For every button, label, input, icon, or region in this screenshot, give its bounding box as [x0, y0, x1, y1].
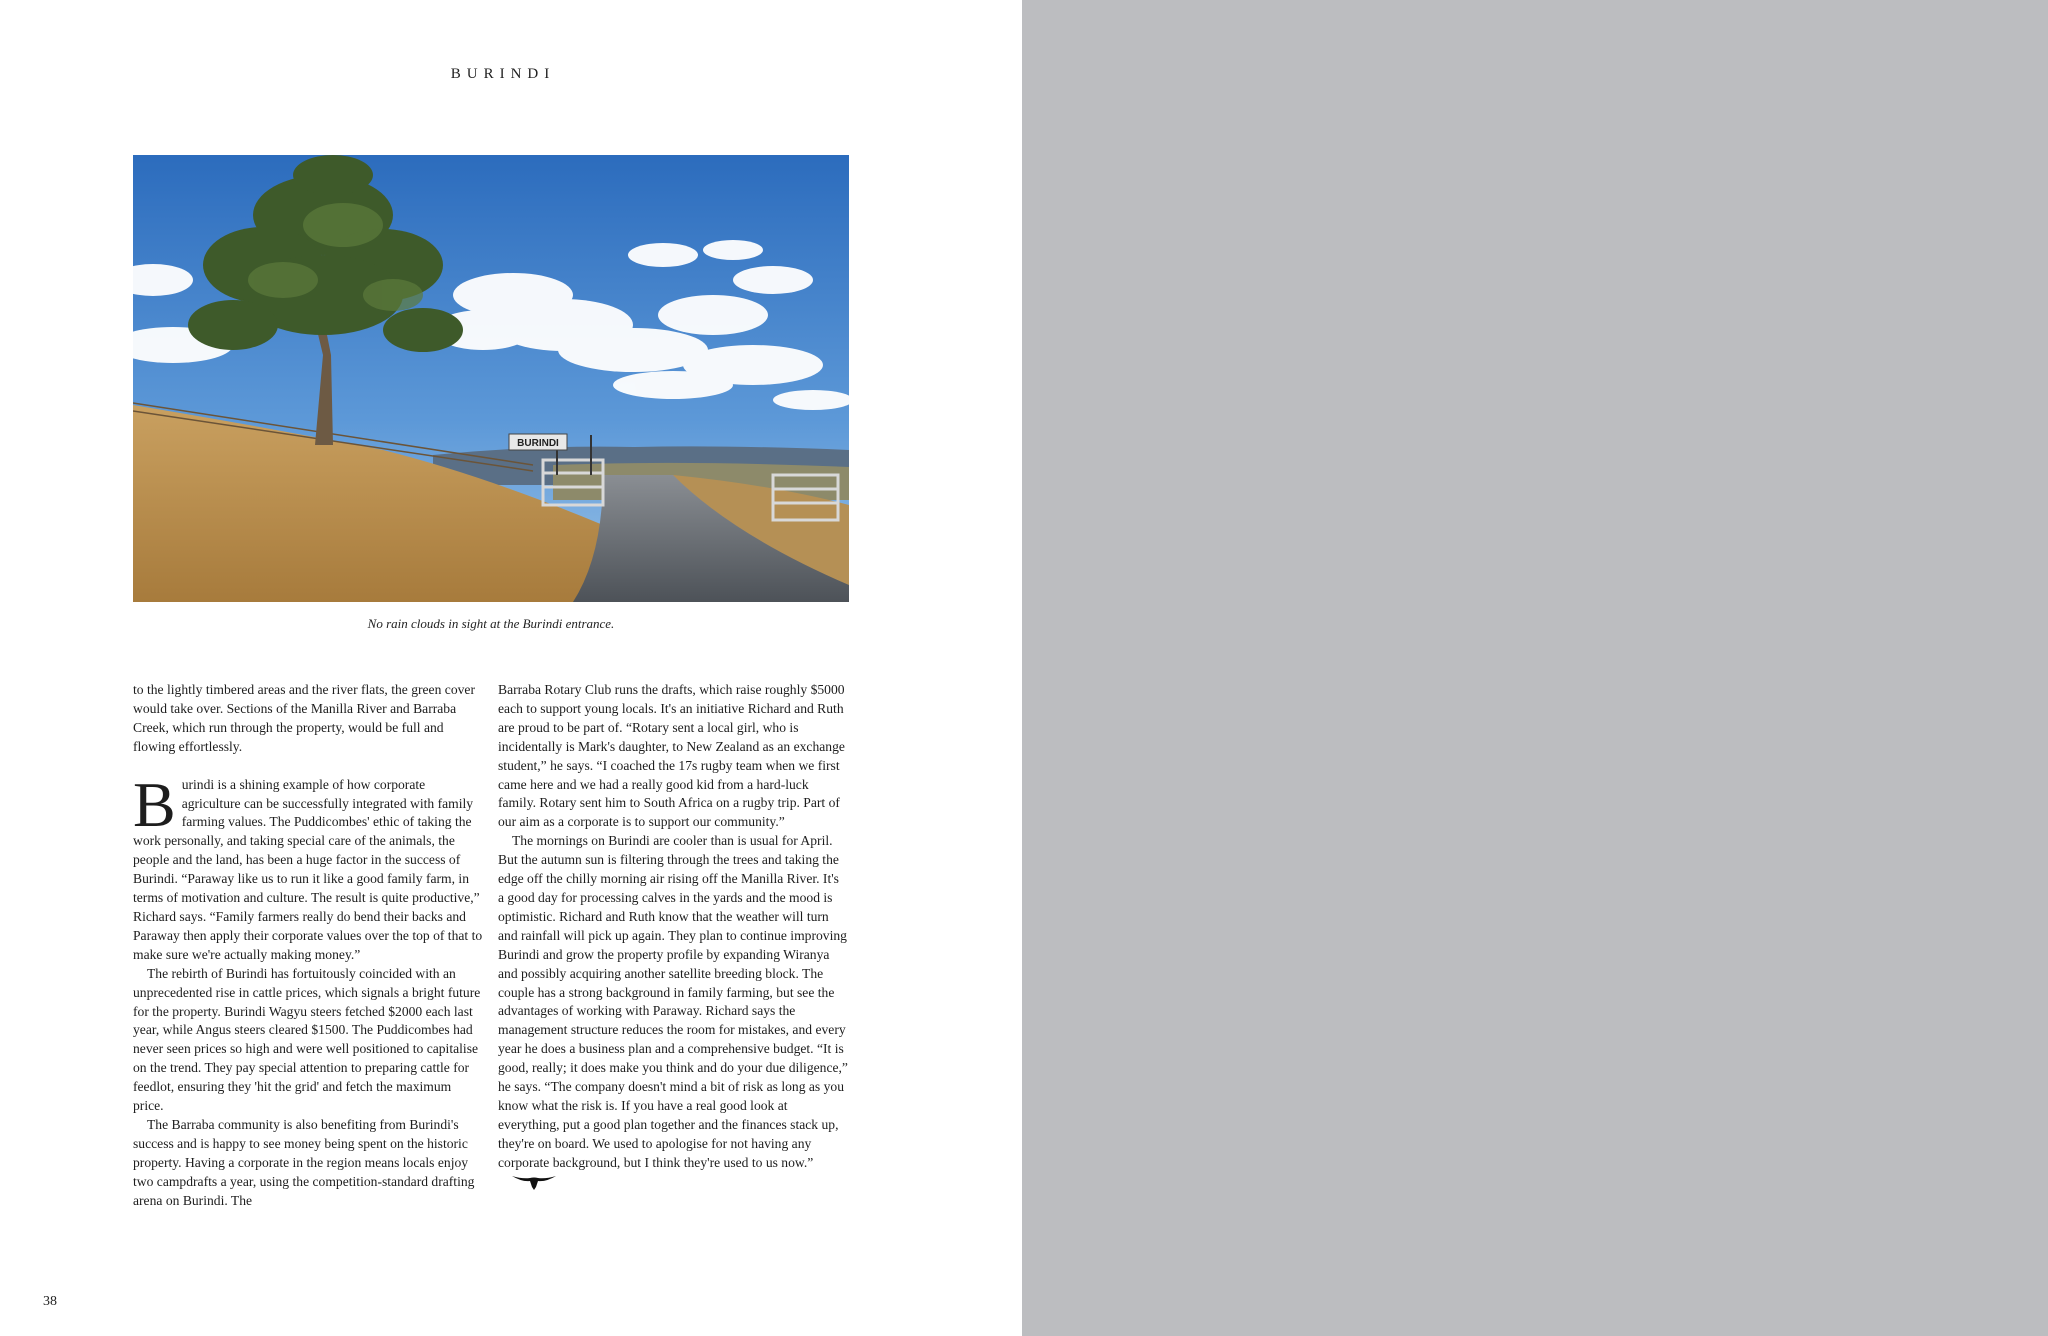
left-page — [0, 0, 1022, 1336]
sign-post-right — [590, 435, 592, 475]
burindi-entrance-photo — [133, 155, 849, 602]
paragraph-body: urindi is a shining example of how corporate agriculture can be successfully integrated with family farming values. The Puddicombes' ethic of taking the work personally, and taking special care of the animals, the people and the land, has been a huge factor in the success of Burindi. “Paraway like us to run it like a good family farm, in terms of motivation and culture. The result is quite productive,” Richard says. “Family farmers really do bend their backs and Paraway then apply their corporate values over the top of that to make sure we're actually making money.” — [133, 776, 483, 962]
paragraph-body: The mornings on Burindi are cooler than is usual for April. But the autumn sun is filtering through the trees and taking the edge off the chilly morning air rising off the Manilla River. It's a good day for processing calves in the yards and the mood is optimistic. Richard and Ruth know that the weather will turn and rainfall will pick up again. They plan to continue improving Burindi and grow the property profile by expanding Wiranya and possibly acquiring another satellite breeding block. The couple has a strong background in family farming, but see the advantages of working with Paraway. Richard says the management structure reduces the room for mistakes, and every year he does a business plan and a comprehensive budget. “It is good, really; it does make you think and do your due diligence,” he says. “The company doesn't mind a bit of risk as long as you know what the risk is. If you have a real good look at everything, put a good plan together and the finances stack up, they're on board. We used to apologise for not having any corporate background, but I think they're used to us now.” — [498, 833, 848, 1170]
paragraph-last — [498, 832, 848, 1191]
paragraph-dropcap — [133, 768, 483, 965]
running-head: BURINDI — [450, 66, 556, 82]
longhorn-icon — [512, 1173, 556, 1191]
text-column-1 — [133, 681, 483, 1210]
paragraph: The Barraba community is also benefiting from Burindi's success and is happy to see money being spent on the historic property. Having a corporate in the region means locals enjoy two campdrafts a year, using the competition-standard drafting arena on Burindi. The — [133, 1116, 475, 1208]
paragraph: The rebirth of Burindi has fortuitously coincided with an unprecedented rise in cattle prices, which signals a bright future for the property. Burindi Wagyu steers fetched $2000 each last year, while Angus steers cleared $1500. The Puddicombes had never seen prices so high and were well positioned to capitalise on the trend. They pay special attention to preparing cattle for feedlot, ensuring they 'hit the grid' and fetch the maximum price. — [133, 965, 481, 1114]
photo-illustration — [133, 155, 849, 602]
page-number: 38 — [43, 1294, 57, 1309]
drop-cap: B — [133, 768, 176, 840]
paragraph: to the lightly timbered areas and the river flats, the green cover would take over. Sections of the Manilla River and Barraba Creek, which run through the property, would be full and flowing effortlessly. — [133, 682, 475, 754]
burindi-sign-text: BURINDI — [517, 438, 559, 449]
paragraph: Barraba Rotary Club runs the drafts, which raise roughly $5000 each to support young locals. It's an initiative Richard and Ruth are proud to be part of. “Rotary sent a local girl, who is incidentally is Mark's daughter, to New Zealand as an exchange student,” he says. “I coached the 17s rugby team when we first came here and we had a really good kid from a hard-luck family. Rotary sent him to South Africa on a rugby trip. Part of our aim as a corporate is to support our community.” — [498, 682, 845, 830]
text-column-2 — [498, 681, 848, 1191]
right-page-blank — [1022, 0, 2048, 1336]
photo-caption: No rain clouds in sight at the Burindi entrance. — [367, 616, 615, 631]
